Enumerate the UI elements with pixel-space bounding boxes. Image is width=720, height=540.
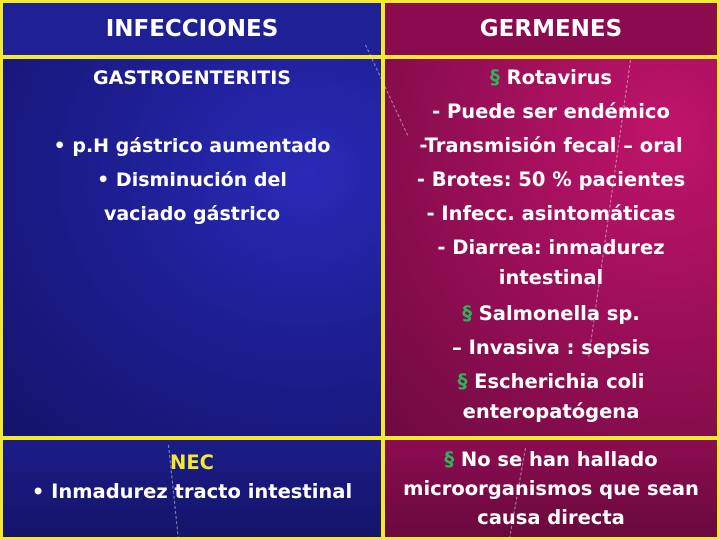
square-bullet-icon: §	[462, 302, 472, 325]
list-item	[385, 365, 717, 399]
square-bullet-icon: §	[457, 370, 468, 393]
list-item: - Brotes: 50 % pacientes	[416, 168, 686, 191]
square-bullet-icon: §	[490, 66, 500, 89]
bullet-icon: •	[97, 169, 110, 191]
list-item	[385, 297, 717, 331]
nec-cell	[3, 440, 381, 537]
list-item: - Puede ser endémico	[432, 100, 670, 123]
bullet-icon: •	[31, 480, 45, 503]
list-item-text: Rotavirus	[506, 66, 612, 89]
list-item	[3, 477, 381, 506]
list-item	[3, 163, 381, 197]
spacer	[3, 95, 381, 129]
list-item-text: Inmadurez tracto intestinal	[51, 480, 353, 503]
list-item-continuation: intestinal	[498, 266, 604, 289]
gastroenteritis-cell	[3, 59, 381, 436]
list-item-continuation: enteropatógena	[462, 400, 640, 423]
bullet-icon: •	[53, 135, 66, 157]
square-bullet-icon: §	[444, 448, 455, 471]
nec-germenes-cell	[385, 440, 717, 537]
list-item-text: Salmonella sp.	[478, 302, 640, 325]
header-infecciones: INFECCIONES	[105, 16, 279, 42]
header-infecciones-cell	[3, 3, 381, 55]
list-item: – Invasiva : sepsis	[452, 336, 650, 359]
header-germenes: GERMENES	[479, 16, 623, 42]
gastroenteritis-title: GASTROENTERITIS	[93, 67, 291, 89]
list-item: -Transmisión fecal – oral	[419, 134, 683, 157]
list-item-continuation: microorganismos que sean	[403, 477, 699, 500]
list-item-text: No se han hallado	[460, 448, 658, 471]
nec-title: NEC	[170, 451, 214, 474]
list-item-text: Disminución del	[115, 169, 287, 191]
list-item	[385, 61, 717, 95]
list-item-continuation: causa directa	[477, 506, 625, 529]
list-item-continuation: vaciado gástrico	[103, 203, 281, 225]
list-item-text: Escherichia coli	[474, 370, 645, 393]
header-germenes-cell	[385, 3, 717, 55]
list-item-text: p.H gástrico aumentado	[72, 135, 331, 157]
list-item	[3, 129, 381, 163]
list-item: - Infecc. asintomáticas	[426, 202, 676, 225]
list-item: - Diarrea: inmadurez	[437, 236, 665, 259]
list-item	[385, 445, 717, 474]
germenes-cell	[385, 59, 717, 436]
